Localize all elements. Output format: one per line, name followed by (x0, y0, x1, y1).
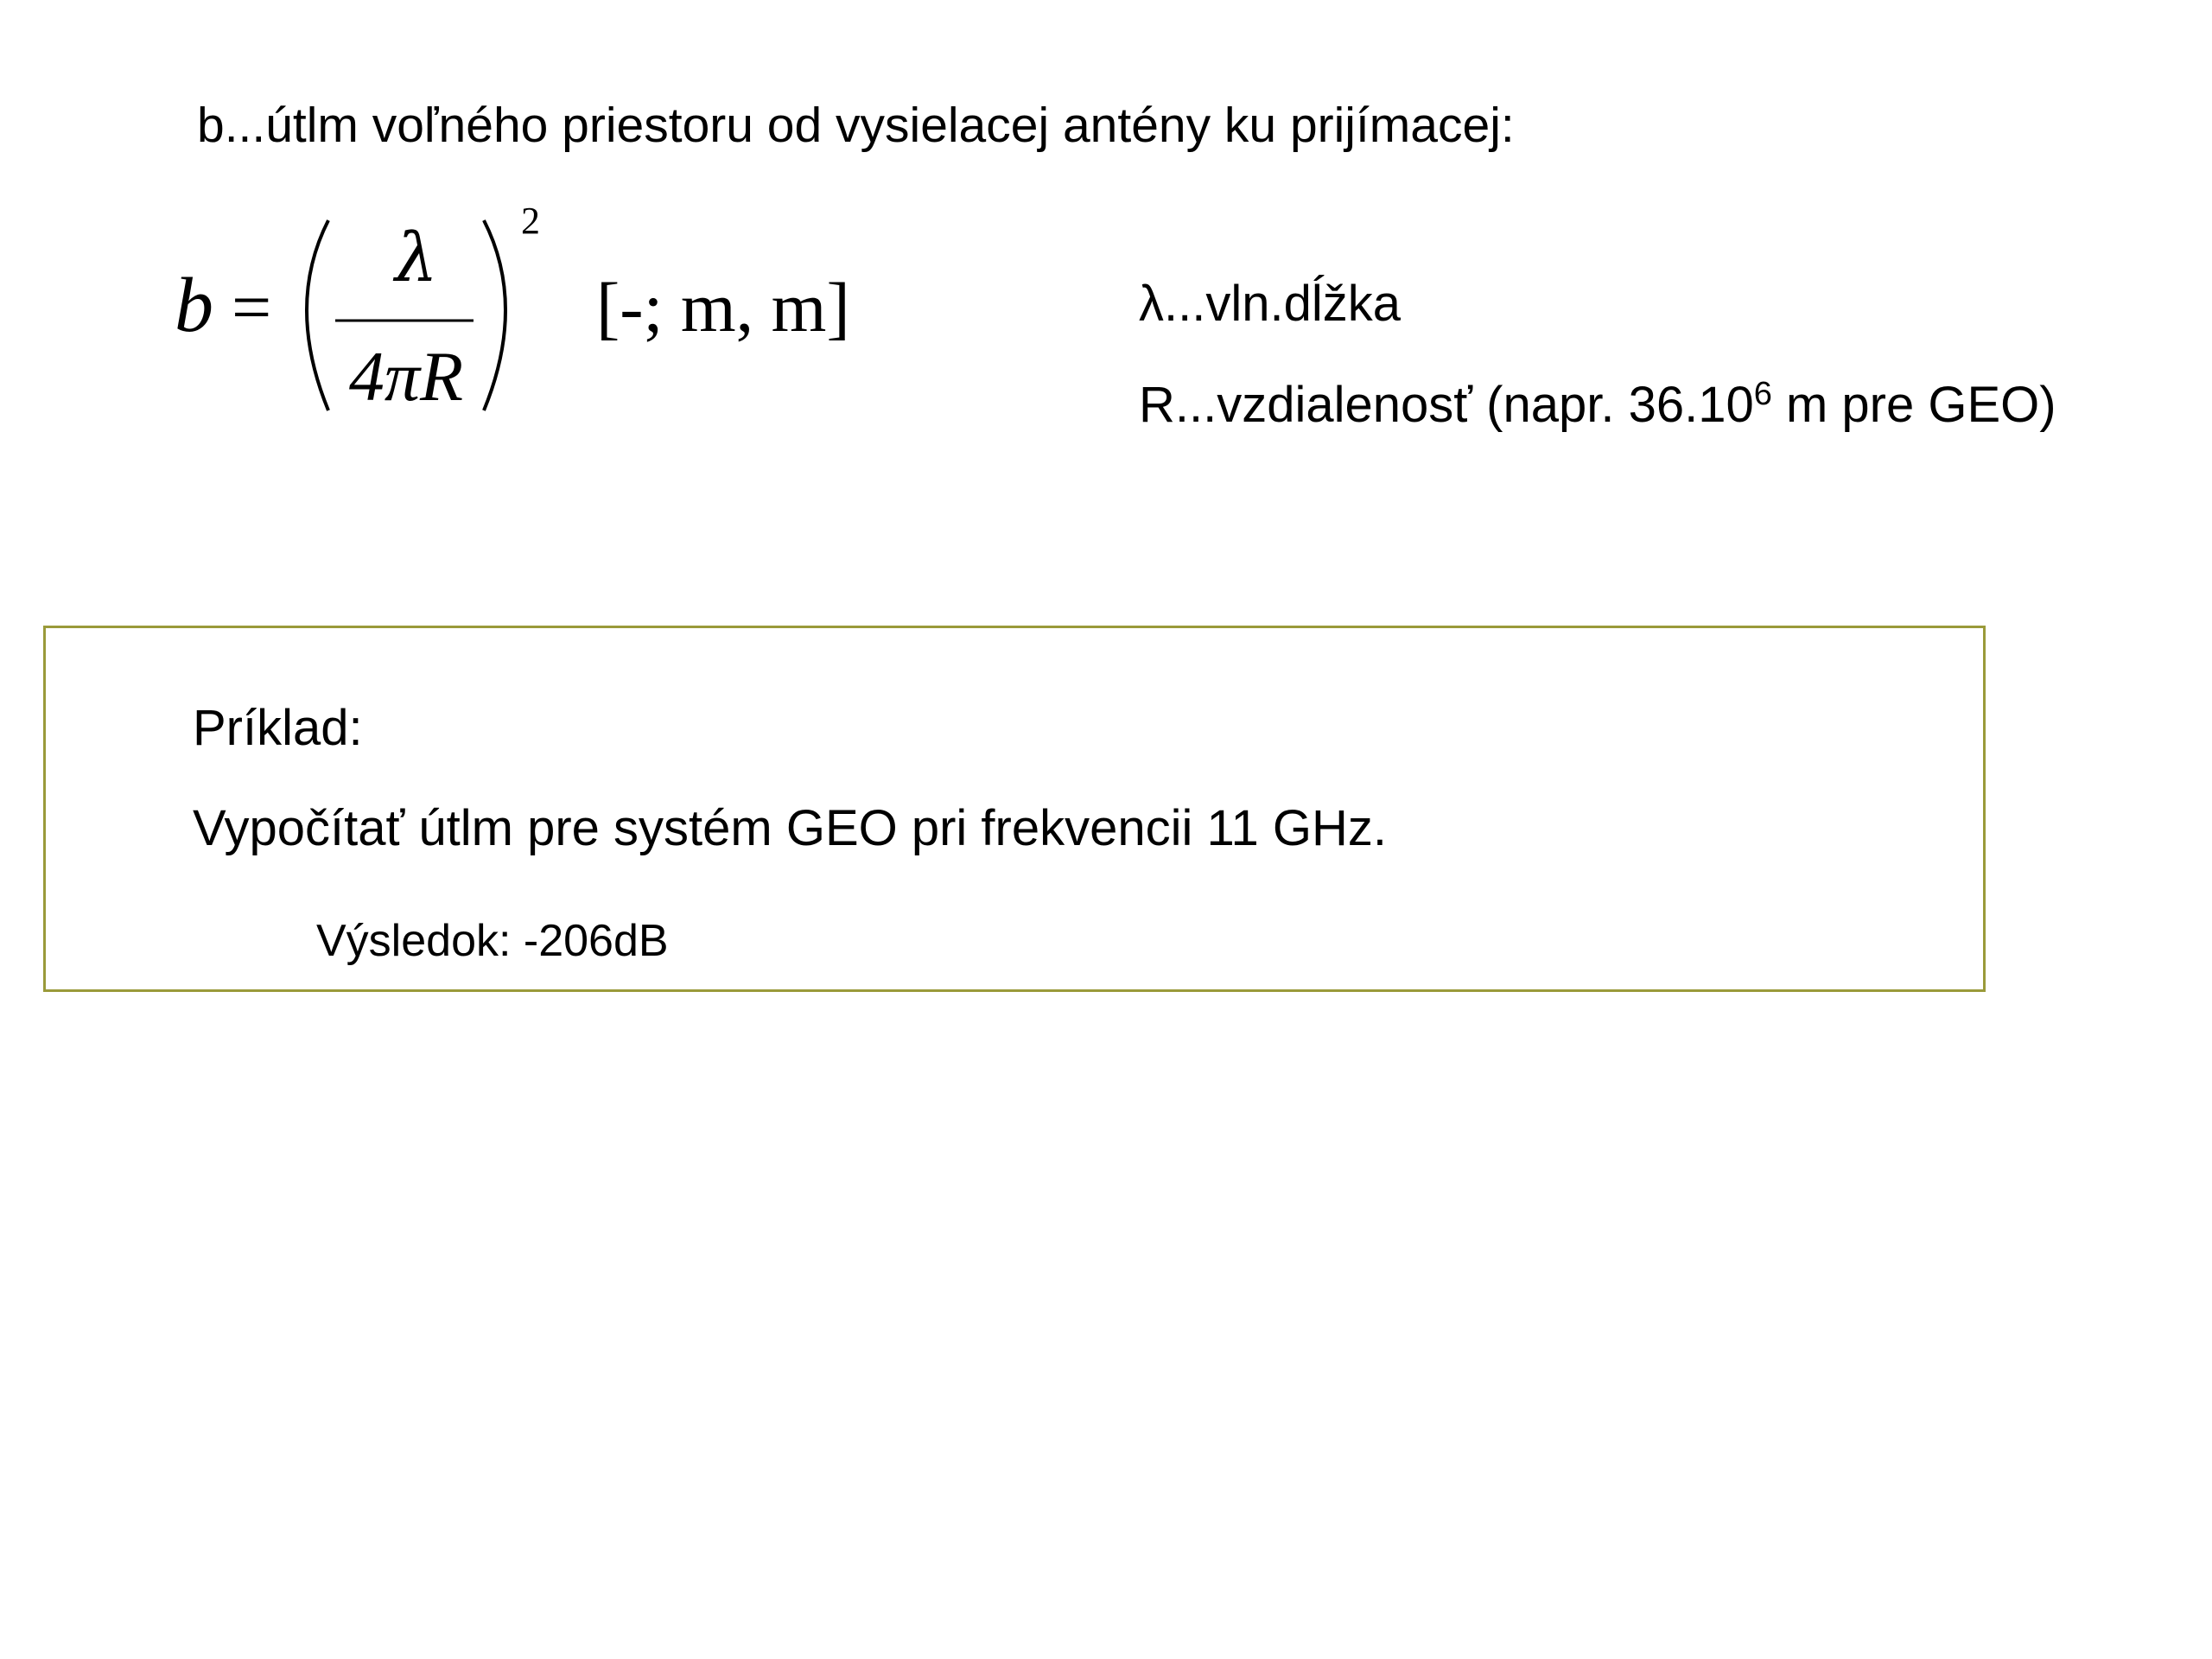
left-parenthesis (307, 220, 328, 410)
legend-distance-exponent: 6 (1753, 376, 1772, 412)
example-result: Výsledok: -206dB (316, 916, 669, 966)
example-task: Vypočítať útlm pre systém GEO pri frekvencii 11 GHz. (193, 800, 1387, 856)
legend-distance-suffix: m pre GEO) (1771, 377, 2056, 433)
free-space-loss-formula (173, 203, 881, 432)
legend-lambda: λ...vln.dĺžka (1139, 276, 1401, 332)
formula-units: [-; m, m] (596, 268, 850, 346)
example-title: Príklad: (193, 700, 363, 756)
right-parenthesis (484, 220, 505, 410)
heading: b...útlm voľného priestoru od vysielacej antény ku prijímacej: (197, 98, 1515, 153)
formula-equals: = (232, 268, 272, 346)
legend-distance-prefix: R...vzdialenosť (napr. 36.10 (1139, 377, 1754, 433)
formula-exponent: 2 (521, 203, 540, 242)
formula-lhs: b (175, 263, 213, 348)
formula-denominator: 4πR (348, 337, 464, 416)
formula-numerator: λ (395, 219, 438, 297)
example-box (43, 626, 1986, 992)
legend-distance (1139, 376, 2056, 434)
